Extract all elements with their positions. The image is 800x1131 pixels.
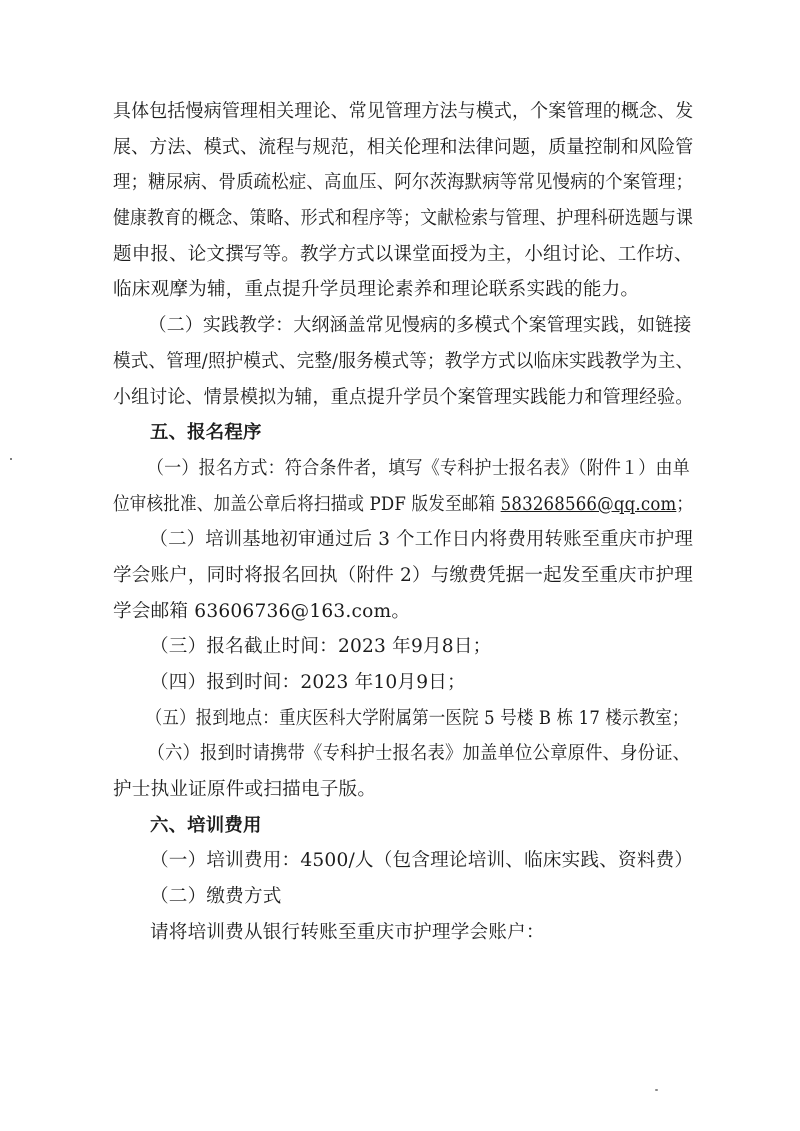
registration-method-line: （一）报名方式：符合条件者，填写《专科护士报名表》（附件１）由单 <box>146 457 691 479</box>
curriculum-paragraph <box>113 94 693 308</box>
scan-speck <box>655 1089 658 1091</box>
check-in-location: （五）报到地点：重庆医科大学附属第一医院 5 号楼 B 栋 17 楼示教室； <box>145 707 689 729</box>
required-documents-line: （六）报到时请携带《专科护士报名表》加盖单位公章原件、身份证、 <box>147 743 691 765</box>
society-email: 63606736@163.com <box>194 600 392 622</box>
text-line: （二）实践教学：大纲涵盖常见慢病的多模式个案管理实践，如链接 <box>148 315 692 337</box>
text-line: 展、方法、模式、流程与规范，相关伦理和法律问题，质量控制和风险管 <box>113 136 694 158</box>
text-line: 临床观摩为辅，重点提升学员理论素养和理论联系实践的能力。 <box>113 279 640 301</box>
check-in-time: （四）报到时间：2023 年10月9日； <box>150 672 466 693</box>
registration-deadline: （三）报名截止时间：2023 年9月8日； <box>150 636 492 658</box>
text-span: 学会邮箱 <box>113 600 195 622</box>
text-span: 位审核批准、加盖公章后将扫描或 PDF 版发至邮箱 <box>113 493 501 515</box>
section-heading-registration: 五、报名程序 <box>150 422 262 444</box>
section-training-fees <box>113 808 693 951</box>
text-line: 小组讨论、情景模拟为辅，重点提升学员个案管理实践能力和管理经验。 <box>113 386 694 408</box>
section-heading-fees: 六、培训费用 <box>150 814 262 836</box>
text-span: 。 <box>391 600 411 622</box>
registration-email-link[interactable]: 583268566@qq.com <box>500 493 677 515</box>
text-line: 健康教育的概念、策略、形式和程序等；文献检索与管理、护理科研选题与课 <box>113 208 694 230</box>
payment-instruction: 请将培训费从银行转账至重庆市护理学会账户： <box>150 921 545 943</box>
text-line: 具体包括慢病管理相关理论、常见管理方法与模式，个案管理的概念、发 <box>113 101 694 122</box>
section-registration <box>113 415 693 808</box>
practice-teaching-paragraph <box>113 308 693 415</box>
training-fee-amount: （一）培训费用：4500/人（包含理论培训、临床实践、资料费） <box>150 850 694 872</box>
scan-speck <box>10 458 12 460</box>
text-line: 模式、管理/照护模式、完整/服务模式等；教学方式以临床实践教学为主、 <box>113 350 694 372</box>
review-transfer-line-2: 学会账户，同时将报名回执（附件 2）与缴费凭据一起发至重庆市护理 <box>113 564 693 586</box>
review-transfer-line-3 <box>113 594 693 630</box>
required-documents-line-2: 护士执业证原件或扫描电子版。 <box>113 779 377 801</box>
text-span: ； <box>676 493 694 515</box>
registration-method-line-2 <box>113 487 694 523</box>
text-line: 理；糖尿病、骨质疏松症、高血压、阿尔茨海默病等常见慢病的个案管理； <box>113 172 694 194</box>
payment-method-label: （二）缴费方式 <box>150 886 282 908</box>
document-body <box>113 94 693 951</box>
review-transfer-line: （二）培训基地初审通过后 3 个工作日内将费用转账至重庆市护理 <box>149 529 694 551</box>
text-line: 题申报、论文撰写等。教学方式以课堂面授为主，小组讨论、工作坊、 <box>113 243 693 265</box>
